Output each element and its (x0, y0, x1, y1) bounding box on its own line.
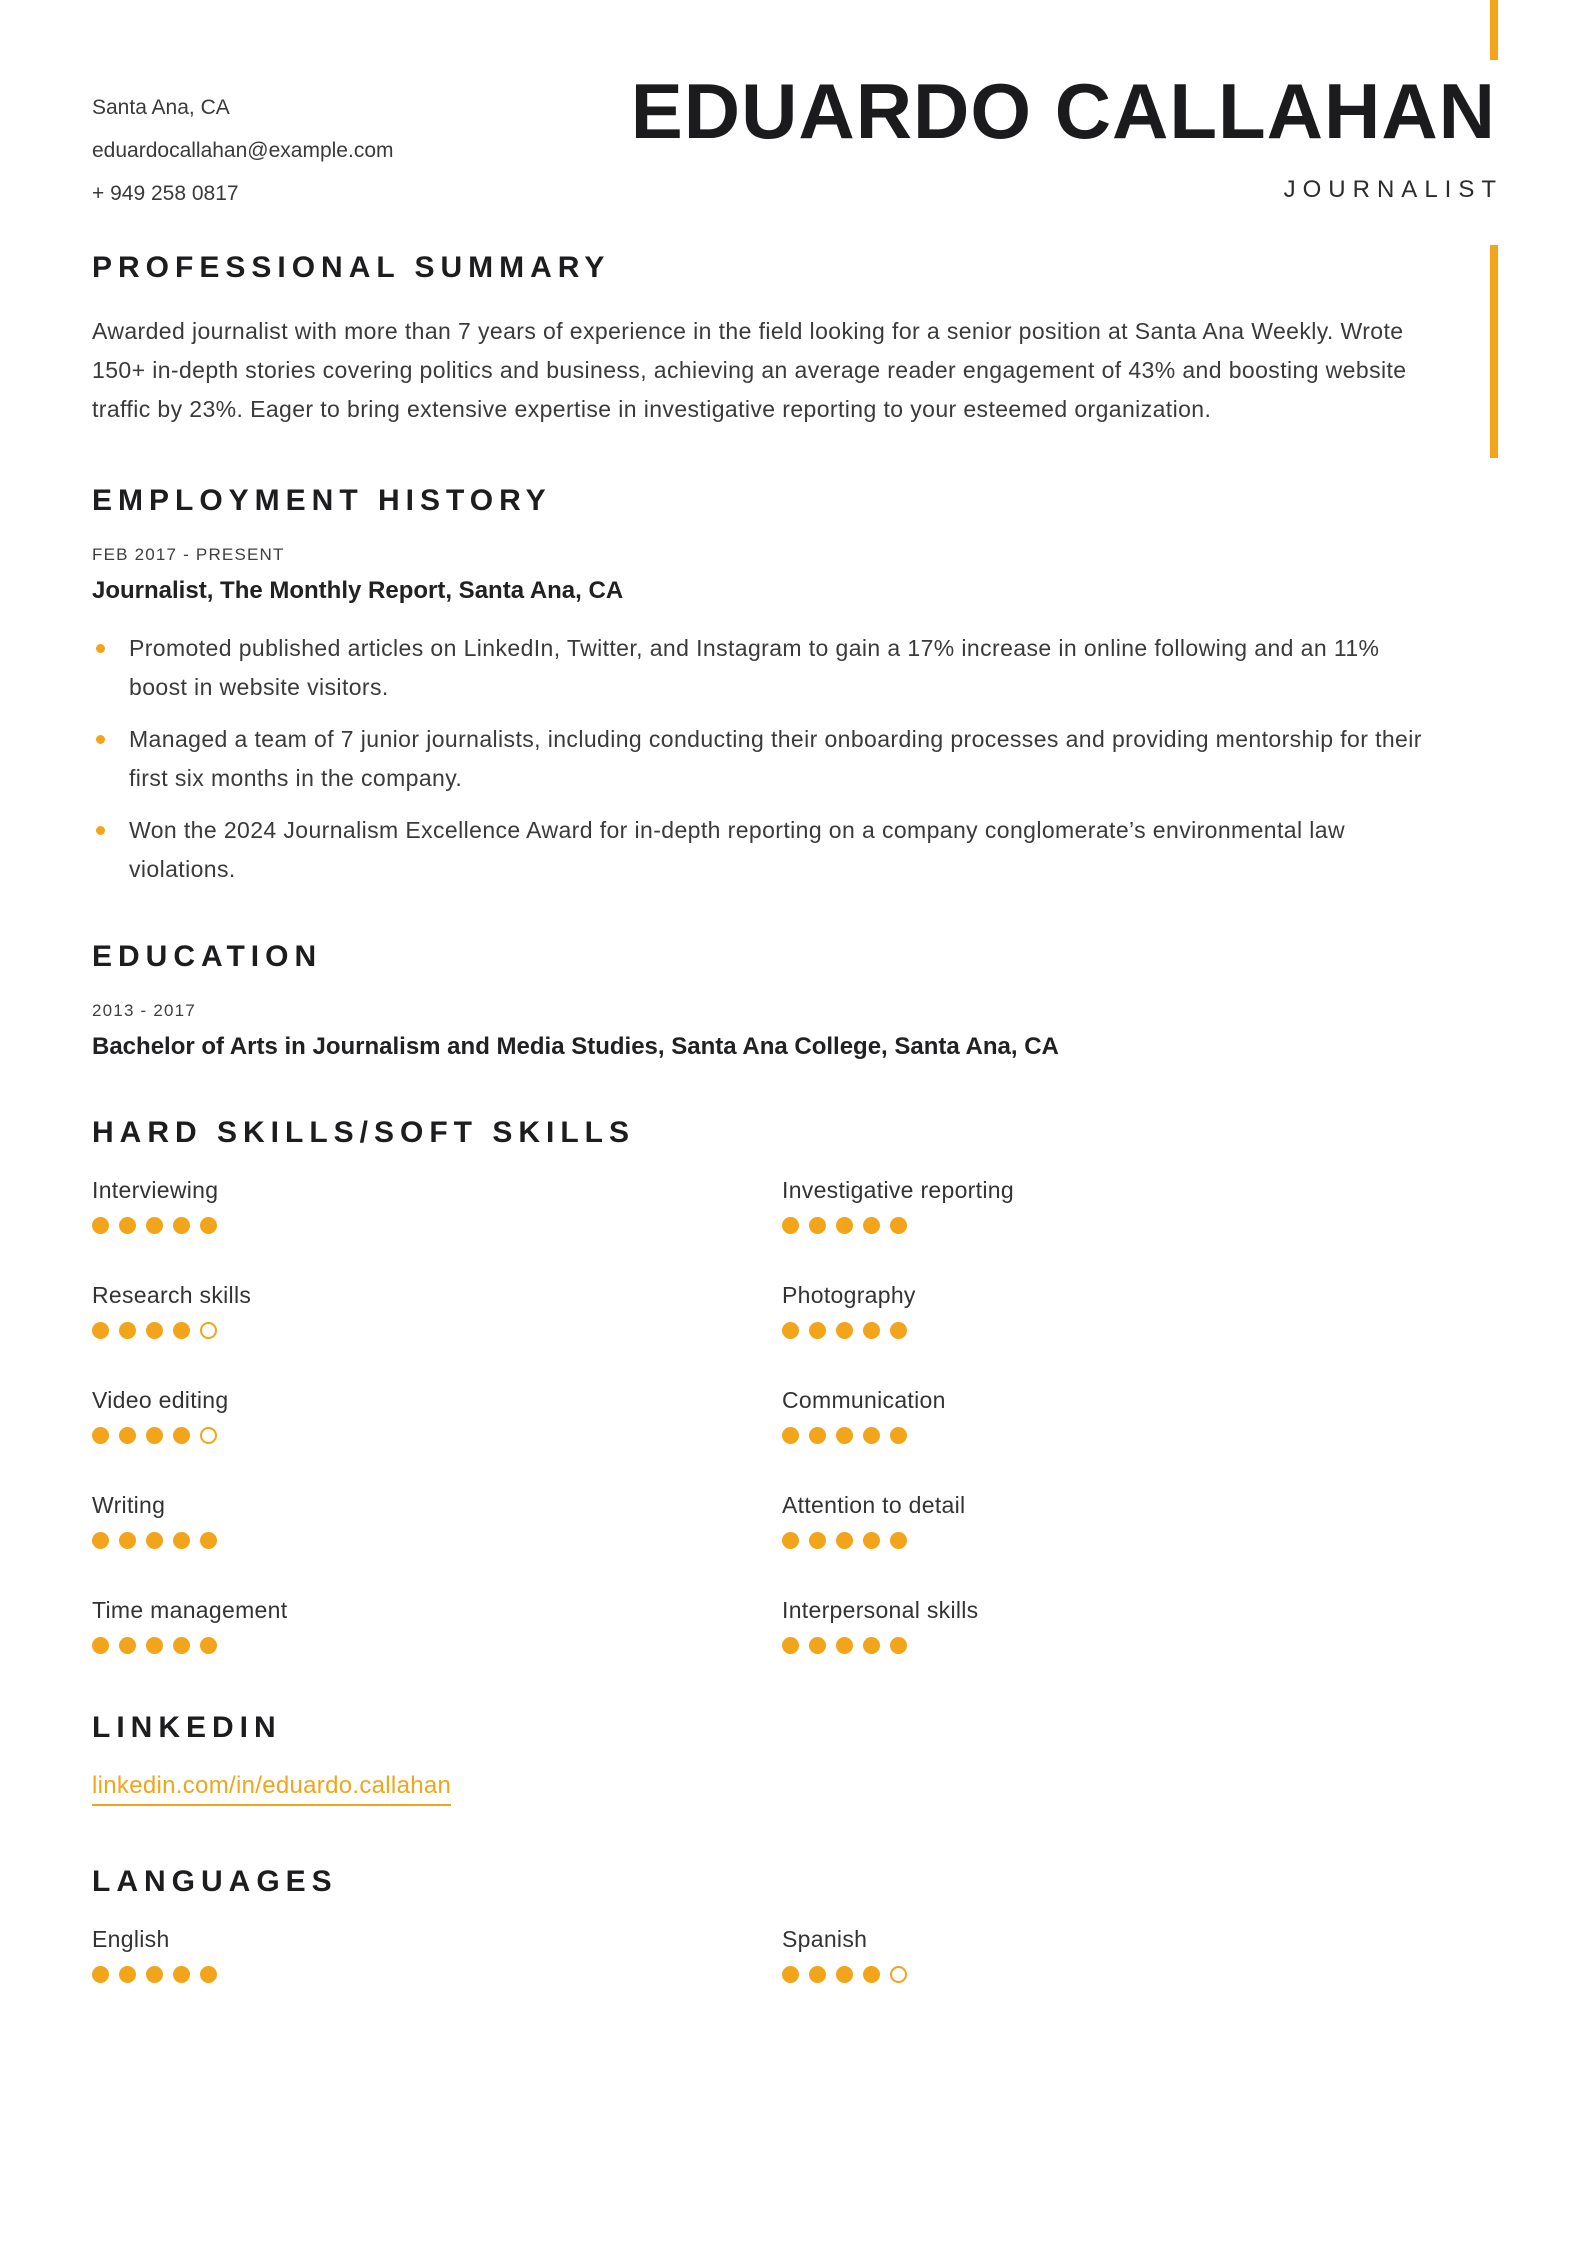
rating-dot-filled (863, 1322, 880, 1339)
languages-heading: LANGUAGES (92, 1865, 338, 1898)
rating-dots (92, 1966, 782, 1983)
education-container (92, 1001, 1496, 1061)
rating-dot-filled (200, 1966, 217, 1983)
rating-dot-filled (863, 1966, 880, 1983)
rated-item (92, 1282, 782, 1339)
rated-item-label: Photography (782, 1282, 916, 1308)
rating-dot-filled (92, 1532, 109, 1549)
rating-dot-filled (146, 1217, 163, 1234)
summary-heading: PROFESSIONAL SUMMARY (92, 251, 611, 284)
rating-dot-filled (173, 1966, 190, 1983)
rating-dot-filled (836, 1217, 853, 1234)
rated-item-label: Interviewing (92, 1177, 219, 1203)
rating-dot-filled (836, 1532, 853, 1549)
rating-dot-filled (146, 1427, 163, 1444)
section-languages (92, 1864, 1496, 1983)
job-bullet-list (92, 629, 1459, 889)
rating-dot-filled (119, 1966, 136, 1983)
rating-dot-filled (92, 1637, 109, 1654)
rating-dots (782, 1322, 1496, 1339)
rating-dot-filled (119, 1217, 136, 1234)
rating-dot-filled (863, 1532, 880, 1549)
rated-item (92, 1387, 782, 1444)
rated-item-label: Spanish (782, 1926, 868, 1952)
rating-dot-filled (173, 1427, 190, 1444)
education-heading: EDUCATION (92, 940, 323, 973)
name-block (630, 0, 1503, 204)
languages-grid (92, 1926, 1496, 1983)
rating-dot-filled (863, 1217, 880, 1234)
rating-dot-filled (890, 1532, 907, 1549)
rating-dot-filled (809, 1966, 826, 1983)
rating-dot-filled (146, 1322, 163, 1339)
rating-dots (92, 1322, 782, 1339)
job-bullet: Promoted published articles on LinkedIn, Twitter, and Instagram to gain a 17% increase in online following and an 11% boost in website visitors. (92, 629, 1432, 707)
rating-dot-filled (782, 1217, 799, 1234)
summary-text: Awarded journalist with more than 7 years of experience in the field looking for a senior position at Santa Ana Weekly. Wrote 150+ in-depth stories covering politics and business, achieving an average reader engagement of 43% and boosting website traffic by 23%. Eager to bring extensive expertise in investigative reporting to your esteemed organization. (92, 318, 1407, 422)
rating-dot-filled (836, 1427, 853, 1444)
rating-dot-filled (119, 1322, 136, 1339)
rating-dot-filled (173, 1322, 190, 1339)
rated-item (782, 1387, 1496, 1444)
rating-dot-filled (863, 1637, 880, 1654)
rating-dot-filled (173, 1637, 190, 1654)
rated-item-label: Communication (782, 1387, 946, 1413)
rated-item-label: English (92, 1926, 170, 1952)
rating-dot-filled (836, 1637, 853, 1654)
rating-dot-filled (92, 1966, 109, 1983)
rated-item (782, 1597, 1496, 1654)
rated-item (782, 1926, 1496, 1983)
rating-dots (92, 1427, 782, 1444)
rating-dot-filled (809, 1217, 826, 1234)
rating-dots (782, 1427, 1496, 1444)
rating-dot-filled (809, 1427, 826, 1444)
rating-dot-filled (200, 1217, 217, 1234)
rated-item-label: Time management (92, 1597, 288, 1623)
rating-dot-filled (836, 1966, 853, 1983)
job-entry (92, 545, 1496, 889)
rating-dots (92, 1217, 782, 1234)
rated-item-label: Investigative reporting (782, 1177, 1014, 1203)
job-bullet: Won the 2024 Journalism Excellence Award for in-depth reporting on a company conglomerate’s environmental law violations. (92, 811, 1432, 889)
rating-dots (782, 1966, 1496, 1983)
section-employment-history (92, 483, 1496, 889)
rating-dot-empty (200, 1322, 217, 1339)
rating-dot-empty (890, 1966, 907, 1983)
rating-dots (782, 1217, 1496, 1234)
job-dates: FEB 2017 - PRESENT (92, 545, 285, 564)
rated-item (782, 1282, 1496, 1339)
rated-item-label: Research skills (92, 1282, 252, 1308)
rating-dots (782, 1637, 1496, 1654)
rating-dot-filled (200, 1532, 217, 1549)
contact-location: Santa Ana, CA (92, 96, 230, 119)
rated-item (782, 1177, 1496, 1234)
rated-item-label: Attention to detail (782, 1492, 966, 1518)
resume-header (92, 0, 1503, 236)
rated-item-label: Video editing (92, 1387, 229, 1413)
job-bullet: Managed a team of 7 junior journalists, including conducting their onboarding processes and providing mentorship for their first six months in the company. (92, 720, 1432, 798)
linkedin-heading: LINKEDIN (92, 1711, 282, 1744)
rating-dot-filled (782, 1427, 799, 1444)
rating-dot-filled (890, 1322, 907, 1339)
rating-dot-filled (146, 1966, 163, 1983)
rating-dots (782, 1532, 1496, 1549)
rated-item-label: Interpersonal skills (782, 1597, 979, 1623)
rating-dot-filled (782, 1532, 799, 1549)
rating-dots (92, 1532, 782, 1549)
rated-item (92, 1492, 782, 1549)
rated-item-label: Writing (92, 1492, 166, 1518)
rating-dot-filled (119, 1532, 136, 1549)
rating-dot-filled (92, 1427, 109, 1444)
skills-heading: HARD SKILLS/SOFT SKILLS (92, 1116, 635, 1149)
rating-dot-filled (782, 1966, 799, 1983)
resume-content (92, 0, 1503, 1983)
rated-item (92, 1177, 782, 1234)
rating-dot-filled (173, 1217, 190, 1234)
rating-dot-empty (200, 1427, 217, 1444)
rating-dot-filled (146, 1532, 163, 1549)
rating-dot-filled (92, 1217, 109, 1234)
section-professional-summary (92, 250, 1496, 429)
rating-dot-filled (863, 1427, 880, 1444)
employment-heading: EMPLOYMENT HISTORY (92, 484, 552, 517)
rating-dot-filled (782, 1637, 799, 1654)
candidate-job-title: JOURNALIST (1283, 176, 1503, 203)
rating-dot-filled (146, 1637, 163, 1654)
rating-dot-filled (809, 1532, 826, 1549)
education-degree: Bachelor of Arts in Journalism and Media Studies, Santa Ana College, Santa Ana, CA (92, 1033, 1059, 1060)
rating-dot-filled (809, 1322, 826, 1339)
rated-item (782, 1492, 1496, 1549)
contact-email: eduardocallahan@example.com (92, 139, 394, 162)
rating-dot-filled (119, 1427, 136, 1444)
rating-dot-filled (890, 1217, 907, 1234)
section-skills (92, 1115, 1496, 1702)
skills-grid (92, 1177, 1496, 1702)
linkedin-link[interactable]: linkedin.com/in/eduardo.callahan (92, 1772, 451, 1806)
section-linkedin (92, 1710, 1496, 1806)
rating-dot-filled (890, 1427, 907, 1444)
job-title: Journalist, The Monthly Report, Santa Ana, CA (92, 577, 624, 604)
rating-dots (92, 1637, 782, 1654)
contact-phone: + 949 258 0817 (92, 182, 239, 205)
rating-dot-filled (782, 1322, 799, 1339)
section-education (92, 939, 1496, 1061)
rating-dot-filled (173, 1532, 190, 1549)
candidate-name: EDUARDO CALLAHAN (630, 67, 1496, 155)
rating-dot-filled (890, 1637, 907, 1654)
education-dates: 2013 - 2017 (92, 1001, 196, 1020)
education-entry (92, 1001, 1496, 1061)
jobs-container (92, 545, 1496, 889)
rating-dot-filled (809, 1637, 826, 1654)
rating-dot-filled (92, 1322, 109, 1339)
rating-dot-filled (200, 1637, 217, 1654)
rating-dot-filled (836, 1322, 853, 1339)
rated-item (92, 1597, 782, 1654)
rated-item (92, 1926, 782, 1983)
rating-dot-filled (119, 1637, 136, 1654)
